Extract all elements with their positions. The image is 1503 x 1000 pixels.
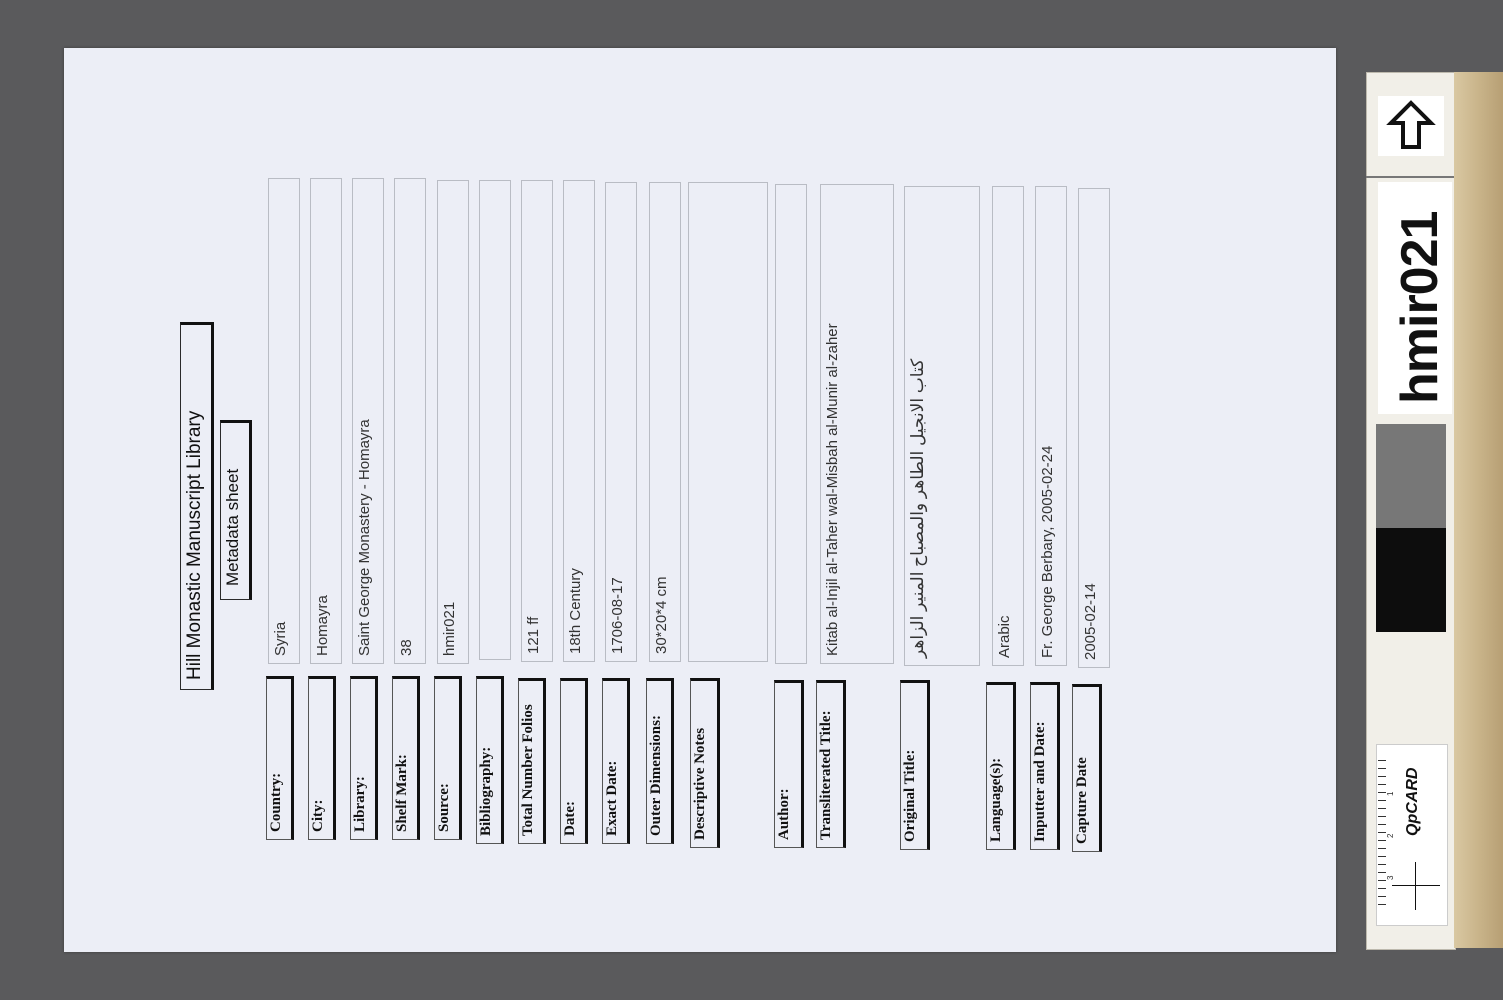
descriptive-notes-label: Descriptive Notes xyxy=(692,727,708,840)
author-value-box xyxy=(775,184,807,664)
total-folios-value: 121 ff xyxy=(525,616,542,654)
source-value: hmir021 xyxy=(441,601,458,656)
total-folios-label: Total Number Folios xyxy=(520,704,536,836)
source-value-box xyxy=(437,180,469,664)
languages-value: Arabic xyxy=(996,615,1013,658)
brand-label: QpCARD xyxy=(1404,767,1421,836)
bibliography-value-box xyxy=(479,180,511,660)
outer-dimensions-label: Outer Dimensions: xyxy=(648,715,664,836)
date-value: 18th Century xyxy=(567,568,584,654)
city-value-box xyxy=(310,178,342,664)
shelf-mark-label: Shelf Mark: xyxy=(394,754,410,832)
inputter-and-date-label: Inputter and Date: xyxy=(1032,721,1048,842)
country-value-box xyxy=(268,178,300,664)
country-value: Syria xyxy=(272,621,289,656)
original-title-value: كتاب الانجيل الطاهر والمصباح المنير الزاهر xyxy=(908,358,927,658)
languages-value-box xyxy=(992,186,1024,666)
page-subtitle: Metadata sheet xyxy=(223,468,242,586)
capture-date-label: Capture Date xyxy=(1074,757,1090,844)
languages-label: Language(s): xyxy=(988,757,1004,842)
gray-swatch xyxy=(1376,424,1446,528)
country-label: Country: xyxy=(268,772,284,832)
city-label: City: xyxy=(310,799,326,832)
library-label: Library: xyxy=(352,776,368,832)
total-folios-value-box xyxy=(521,180,553,662)
card-divider xyxy=(1366,176,1454,178)
date-label: Date: xyxy=(562,801,578,836)
up-arrow-icon xyxy=(1378,96,1444,156)
city-value: Homayra xyxy=(314,595,331,656)
ruler-mark-3: 3 xyxy=(1386,875,1395,880)
transliterated-title-label: Transliterated Title: xyxy=(818,710,834,840)
shelf-mark-value-box xyxy=(394,178,426,664)
capture-date-value: 2005-02-14 xyxy=(1082,583,1099,660)
inputter-and-date-value: Fr. George Berbary, 2005-02-24 xyxy=(1039,445,1056,658)
descriptive-notes-value-box xyxy=(688,182,768,662)
source-label: Source: xyxy=(436,783,452,832)
card-id-label: hmir021 xyxy=(1391,211,1449,404)
exact-date-value: 1706-08-17 xyxy=(609,577,626,654)
bibliography-label: Bibliography: xyxy=(478,746,494,836)
library-value: Saint George Monastery - Homayra xyxy=(356,419,373,656)
ruler-mark-2: 2 xyxy=(1386,833,1395,838)
ruler-ticks xyxy=(1378,760,1386,910)
shelf-mark-value: 38 xyxy=(398,639,415,656)
ruler-mark-1: 1 xyxy=(1386,791,1395,796)
original-title-label: Original Title: xyxy=(902,749,918,842)
exact-date-label: Exact Date: xyxy=(604,760,620,836)
black-swatch xyxy=(1376,528,1446,632)
page-title: Hill Monastic Manuscript Library xyxy=(184,410,205,680)
outer-dimensions-value: 30*20*4 cm xyxy=(653,576,670,654)
crosshair-icon xyxy=(1392,862,1440,910)
transliterated-title-value: Kitab al-Injil al-Taher wal-Misbah al-Munir al-zaher xyxy=(824,323,841,656)
author-label: Author: xyxy=(776,788,792,840)
wood-edge xyxy=(1454,72,1503,948)
